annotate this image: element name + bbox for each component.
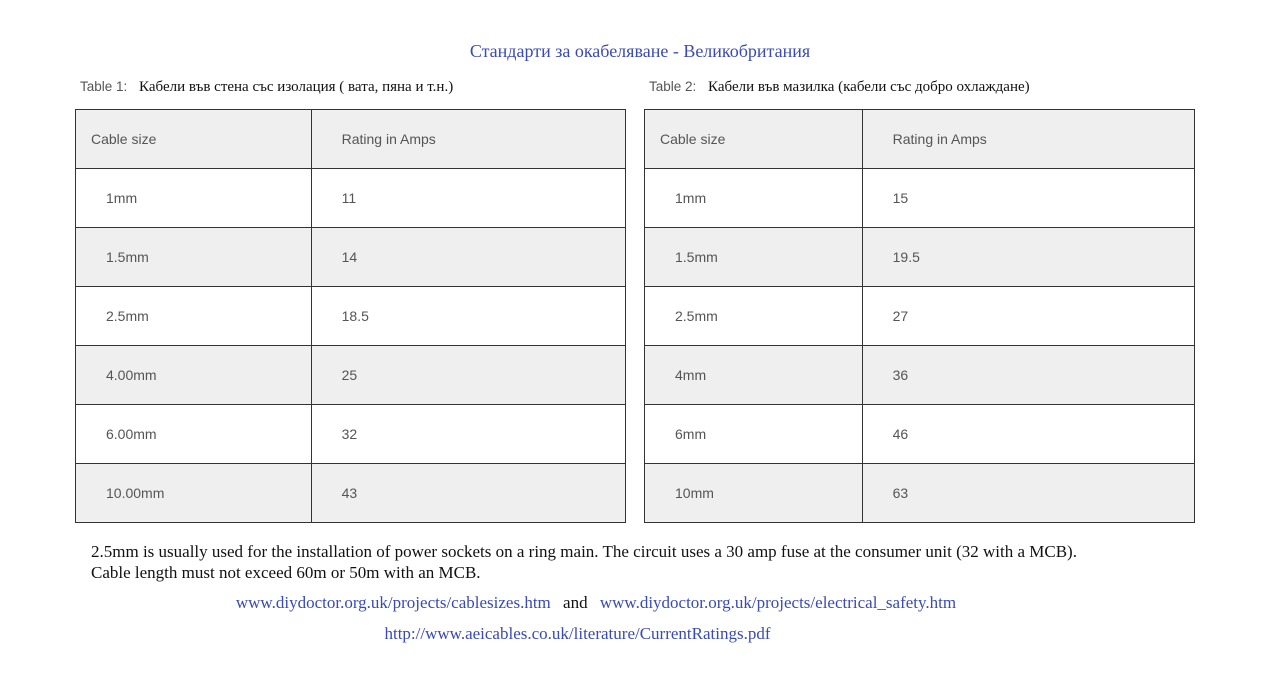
rating-cell: 11	[311, 169, 625, 228]
cable-size-cell: 6mm	[645, 405, 863, 464]
table-row	[76, 405, 626, 464]
rating-cell: 36	[862, 346, 1194, 405]
note-line-1: 2.5mm is usually used for the installation of power sockets on a ring main. The circuit uses a 30 amp fuse at the consumer unit (32 with a MCB).	[91, 542, 1077, 561]
cable-size-cell: 2.5mm	[76, 287, 312, 346]
table-1-caption	[80, 79, 453, 96]
rating-cell: 15	[862, 169, 1194, 228]
table-row	[645, 228, 1195, 287]
column-header-cable-size: Cable size	[76, 110, 312, 169]
cable-size-cell: 1mm	[645, 169, 863, 228]
rating-cell: 19.5	[862, 228, 1194, 287]
table-row	[645, 169, 1195, 228]
note-line-2: Cable length must not exceed 60m or 50m with an MCB.	[91, 563, 481, 582]
ring-main-note	[91, 541, 1241, 583]
cable-size-cell: 10mm	[645, 464, 863, 523]
cable-size-cell: 6.00mm	[76, 405, 312, 464]
table-header-row	[645, 110, 1195, 169]
column-header-rating: Rating in Amps	[862, 110, 1194, 169]
cable-rating-table-1	[75, 109, 626, 523]
cable-size-cell: 10.00mm	[76, 464, 312, 523]
cable-rating-table-2	[644, 109, 1195, 523]
rating-cell: 14	[311, 228, 625, 287]
table-row	[645, 346, 1195, 405]
cable-size-cell: 1.5mm	[76, 228, 312, 287]
table-row	[645, 464, 1195, 523]
cable-size-cell: 4.00mm	[76, 346, 312, 405]
page-title: Стандарти за окабеляване - Великобритания	[469, 41, 811, 61]
table-2-caption-text: Кабели във мазилка (кабели със добро охлаждане)	[708, 79, 1030, 95]
table-1-caption-text: Кабели във стена със изолация ( вата, пяна и т.н.)	[139, 79, 454, 95]
table-row	[76, 228, 626, 287]
column-header-cable-size: Cable size	[645, 110, 863, 169]
table-2-caption	[649, 79, 1030, 96]
rating-cell: 25	[311, 346, 625, 405]
rating-cell: 32	[311, 405, 625, 464]
rating-cell: 43	[311, 464, 625, 523]
table-row	[76, 346, 626, 405]
and-text: and	[563, 593, 588, 612]
cable-size-cell: 1mm	[76, 169, 312, 228]
column-header-rating: Rating in Amps	[311, 110, 625, 169]
table-row	[76, 169, 626, 228]
cable-size-cell: 2.5mm	[645, 287, 863, 346]
rating-cell: 46	[862, 405, 1194, 464]
reference-links-2	[0, 624, 1155, 644]
table-2-label: Table 2:	[649, 79, 697, 94]
reference-links	[0, 593, 1192, 613]
table-1-label: Table 1:	[80, 79, 128, 94]
rating-cell: 27	[862, 287, 1194, 346]
table-row	[645, 405, 1195, 464]
rating-cell: 18.5	[311, 287, 625, 346]
table-row	[76, 287, 626, 346]
cable-size-cell: 1.5mm	[645, 228, 863, 287]
electrical-safety-link[interactable]: www.diydoctor.org.uk/projects/electrical_safety.htm	[599, 593, 957, 612]
table-header-row	[76, 110, 626, 169]
rating-cell: 63	[862, 464, 1194, 523]
cable-size-cell: 4mm	[645, 346, 863, 405]
table-row	[645, 287, 1195, 346]
current-ratings-pdf-link[interactable]: http://www.aeicables.co.uk/literature/CurrentRatings.pdf	[384, 624, 771, 643]
cablesizes-link[interactable]: www.diydoctor.org.uk/projects/cablesizes.htm	[235, 593, 551, 612]
table-row	[76, 464, 626, 523]
